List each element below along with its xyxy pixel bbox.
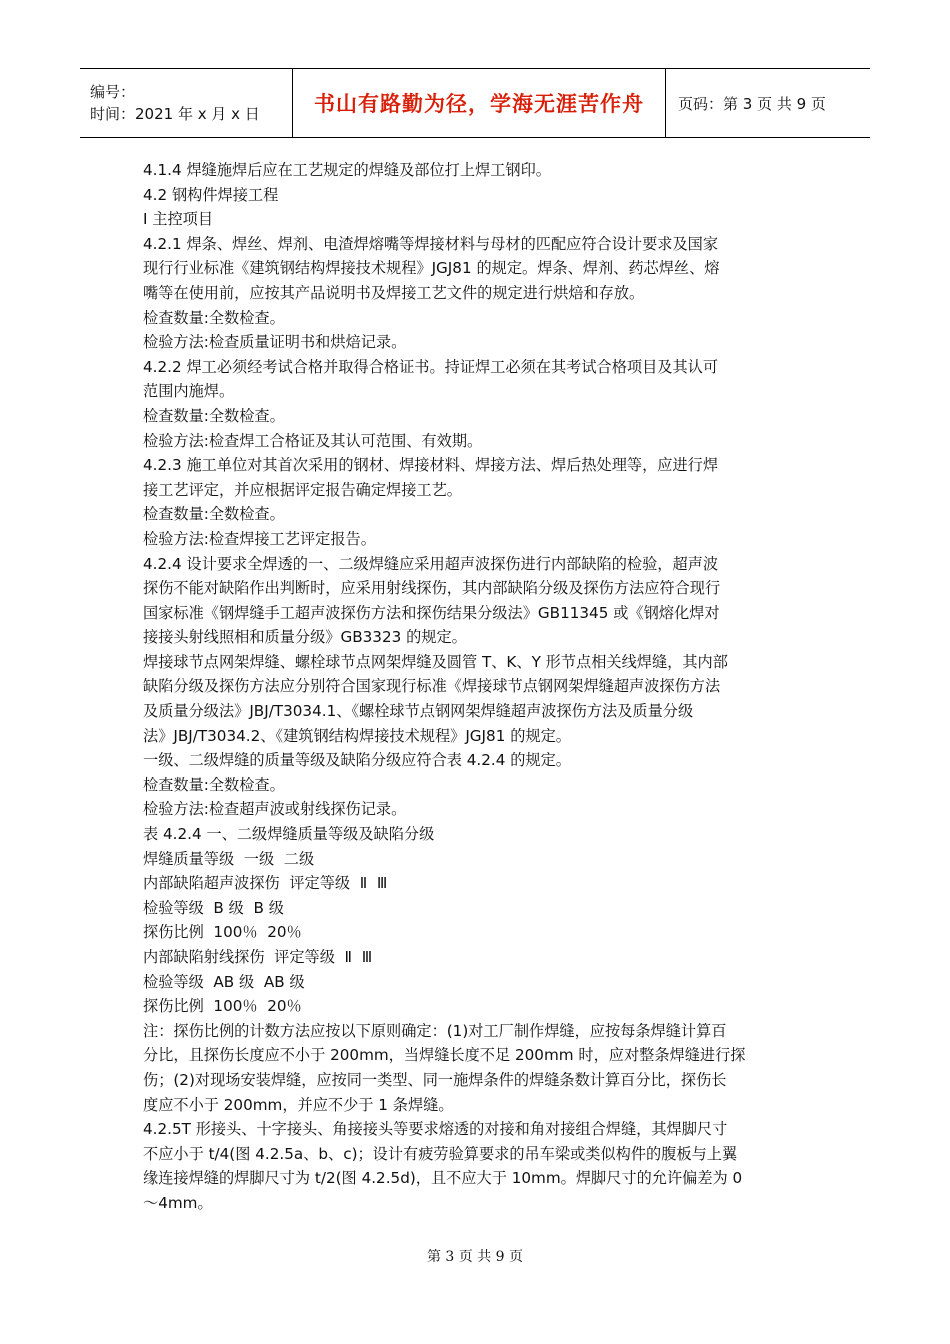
text-line: 4.2.4 设计要求全焊透的一、二级焊缝应采用超声波探伤进行内部缺陷的检验，超声波 (143, 554, 719, 573)
text-line: 检验方法:检查超声波或射线探伤记录。 (143, 800, 407, 819)
text-line: 4.2.3 施工单位对其首次采用的钢材、焊接材料、焊接方法、焊后热处理等，应进行焊 (143, 456, 719, 475)
text-line: 注：探伤比例的计数方法应按以下原则确定：(1)对工厂制作焊缝，应按每条焊缝计算百 (143, 1021, 727, 1040)
text-line: 焊缝质量等级 一级 二级 (143, 849, 315, 868)
text-line: 缘连接焊缝的焊脚尺寸为 t/2(图 4.2.5d)，且不应大于 10mm。焊脚尺寸的允许偏差为 0 (143, 1169, 743, 1188)
text-line: 4.2.1 焊条、焊丝、焊剂、电渣焊熔嘴等焊接材料与母材的匹配应符合设计要求及国家 (143, 234, 719, 253)
text-line: 探伤比例 100％ 20％ (143, 923, 302, 942)
text-line: 4.2 钢构件焊接工程 (143, 185, 279, 204)
text-line: 现行行业标准《建筑钢结构焊接技术规程》JGJ81 的规定。焊条、焊剂、药芯焊丝、熔 (143, 259, 720, 278)
text-line: 检验方法:检查质量证明书和烘焙记录。 (143, 333, 407, 352)
text-line: 检验方法:检查焊工合格证及其认可范围、有效期。 (143, 431, 483, 450)
header-page-cell (666, 69, 870, 137)
text-line: 及质量分级法》JBJ/T3034.1、《螺栓球节点钢网架焊缝超声波探伤方法及质量分级 (143, 702, 694, 721)
text-line: 探伤比例 100％ 20％ (143, 997, 302, 1016)
text-line: 检查数量:全数检查。 (143, 308, 285, 327)
text-line: 4.2.5T 形接头、十字接头、角接接头等要求熔透的对接和角对接组合焊缝，其焊脚尺寸 (143, 1120, 728, 1139)
text-line: 分比，且探伤长度应不小于 200mm，当焊缝长度不足 200mm 时，应对整条焊缝进行探 (143, 1046, 746, 1065)
header-motto-cell (292, 69, 666, 137)
text-line: 检查数量:全数检查。 (143, 775, 285, 794)
text-line: 接工艺评定，并应根据评定报告确定焊接工艺。 (143, 480, 462, 499)
text-line: 检查数量:全数检查。 (143, 505, 285, 524)
document-body (143, 158, 793, 1216)
text-line: 焊接球节点网架焊缝、螺栓球节点网架焊缝及圆管 T、K、Y 形节点相关线焊缝，其内部 (143, 652, 728, 671)
header-meta (80, 69, 292, 137)
text-line: 范围内施焊。 (143, 382, 235, 401)
text-line: 嘴等在使用前，应按其产品说明书及焊接工艺文件的规定进行烘焙和存放。 (143, 283, 645, 302)
number-label: 编号： (90, 83, 136, 101)
text-line: 缺陷分级及探伤方法应分别符合国家现行标准《焊接球节点钢网架焊缝超声波探伤方法 (143, 677, 721, 696)
text-line: 内部缺陷射线探伤 评定等级 Ⅱ Ⅲ (143, 948, 373, 966)
text-line: 检验方法:检查焊接工艺评定报告。 (143, 529, 376, 548)
text-line: 检验等级 AB 级 AB 级 (143, 972, 305, 991)
text-line: 4.1.4 焊缝施焊后应在工艺规定的焊缝及部位打上焊工钢印。 (143, 161, 551, 179)
text-line: I 主控项目 (143, 210, 214, 229)
text-line: 国家标准《钢焊缝手工超声波探伤方法和探伤结果分级法》GB11345 或《钢熔化焊对 (143, 603, 720, 622)
date-label: 时间：2021 年 x 月 x 日 (90, 105, 260, 123)
page-footer: 第 3 页 共 9 页 (426, 1249, 524, 1265)
page-label: 页码：第 3 页 共 9 页 (678, 94, 826, 113)
motto: 书山有路勤为径，学海无涯苦作舟 (314, 92, 644, 116)
page-header (80, 68, 870, 138)
text-line: 检验等级 B 级 B 级 (143, 898, 284, 917)
text-line: 内部缺陷超声波探伤 评定等级 Ⅱ Ⅲ (143, 874, 388, 893)
text-line: 检查数量:全数检查。 (143, 406, 285, 425)
text-line: 表 4.2.4 一、二级焊缝质量等级及缺陷分级 (143, 825, 435, 844)
text-line: 4.2.2 焊工必须经考试合格并取得合格证书。持证焊工必须在其考试合格项目及其认可 (143, 357, 719, 376)
text-line: 不应小于 t/4(图 4.2.5a、b、c)；设计有疲劳验算要求的吊车梁或类似构件的腹板与上翼 (143, 1144, 738, 1163)
text-line: 度应不小于 200mm，并应不少于 1 条焊缝。 (143, 1095, 454, 1114)
text-line: 法》JBJ/T3034.2、《建筑钢结构焊接技术规程》JGJ81 的规定。 (143, 726, 571, 745)
text-line: 伤；(2)对现场安装焊缝，应按同一类型、同一施焊条件的焊缝条数计算百分比，探伤长 (143, 1070, 727, 1089)
text-line: ～4mm。 (143, 1193, 213, 1212)
text-line: 探伤不能对缺陷作出判断时，应采用射线探伤，其内部缺陷分级及探伤方法应符合现行 (143, 579, 721, 598)
text-line: 一级、二级焊缝的质量等级及缺陷分级应符合表 4.2.4 的规定。 (143, 751, 571, 770)
text-line: 接接头射线照相和质量分级》GB3323 的规定。 (143, 628, 467, 647)
